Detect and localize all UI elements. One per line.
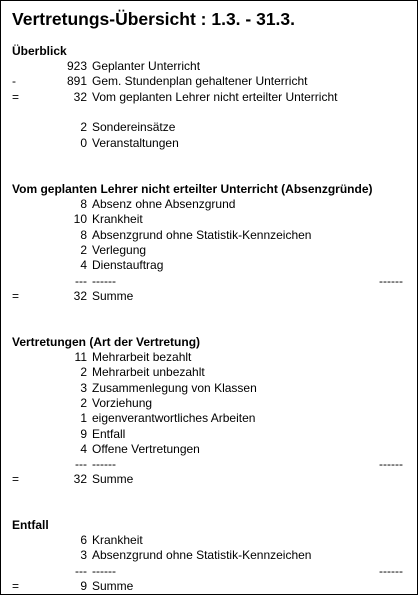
report-row [1, 457, 418, 472]
row-label: Summe [92, 288, 134, 303]
row-count: 2 [80, 395, 87, 410]
section-title: Vom geplanten Lehrer nicht erteilter Unterricht (Absenzgründe) [12, 182, 373, 196]
report-title: Vertretungs-Übersicht : 1.3. - 31.3. [12, 9, 296, 29]
row-label: ------ [92, 457, 116, 472]
row-divider-tail: ------ [379, 563, 403, 578]
row-count: --- [75, 273, 87, 288]
report-row [1, 274, 418, 289]
row-label: Geplanter Unterricht [92, 59, 201, 73]
report-row [1, 59, 418, 74]
row-label: eigenverantwortliches Arbeiten [92, 411, 256, 426]
row-count: 10 [73, 212, 87, 227]
section-title: Vertretungen (Art der Vertretung) [12, 335, 201, 349]
row-label: Summe [92, 578, 134, 593]
report-row [1, 90, 418, 105]
report-row [1, 396, 418, 411]
row-operator: - [12, 74, 16, 89]
report-row [1, 120, 418, 135]
row-count: 8 [80, 197, 87, 211]
row-count: 8 [80, 227, 87, 242]
report-row [1, 74, 418, 89]
row-operator: = [12, 472, 20, 487]
report-row [1, 212, 418, 227]
row-label: Absenz ohne Absenzgrund [92, 197, 236, 211]
row-label: Mehrarbeit unbezahlt [92, 365, 205, 380]
row-label: Krankheit [92, 212, 143, 227]
row-label: Sondereinsätze [92, 120, 176, 135]
row-count: 32 [73, 472, 87, 487]
row-count: 2 [80, 365, 87, 380]
row-count: 32 [73, 288, 87, 303]
report-row [1, 564, 418, 579]
report-row [1, 243, 418, 258]
row-count: 32 [73, 89, 87, 104]
report-row [1, 197, 418, 212]
row-label: Vom geplanten Lehrer nicht erteilter Unterricht [92, 89, 338, 104]
row-label: Entfall [92, 426, 126, 441]
row-label: Offene Vertretungen [92, 441, 200, 456]
report-row [1, 533, 418, 548]
row-label: Verlegung [92, 242, 147, 257]
report-row [1, 350, 418, 365]
row-count: 6 [80, 533, 87, 547]
report-row [1, 289, 418, 304]
row-count: 11 [74, 350, 87, 364]
section-title: Überblick [12, 44, 67, 58]
row-label: Absenzgrund ohne Statistik-Kennzeichen [92, 227, 312, 242]
report-row [1, 548, 418, 563]
report-row [1, 579, 418, 594]
row-count: 4 [80, 258, 87, 273]
row-label: Mehrarbeit bezahlt [92, 350, 192, 364]
row-divider-tail: ------ [379, 457, 403, 472]
row-label: ------ [92, 273, 116, 288]
row-label: Veranstaltungen [92, 135, 179, 150]
row-count: --- [75, 563, 87, 578]
section-title: Entfall [12, 518, 49, 532]
report-row [1, 411, 418, 426]
row-count: 3 [80, 548, 87, 563]
row-label: Gem. Stundenplan gehaltener Unterricht [92, 74, 308, 89]
row-count: 0 [80, 135, 87, 150]
report-row [1, 228, 418, 243]
row-count: --- [75, 457, 87, 472]
row-label: Zusammenlegung von Klassen [92, 380, 257, 395]
row-operator: = [12, 288, 20, 303]
report-row [1, 136, 418, 151]
report-row [1, 365, 418, 380]
report-row [1, 258, 418, 273]
row-operator: = [12, 89, 20, 104]
row-label: Summe [92, 472, 134, 487]
report-row [1, 381, 418, 396]
row-label: Krankheit [92, 533, 143, 547]
row-label: Dienstauftrag [92, 258, 164, 273]
report-row [1, 472, 418, 487]
row-count: 2 [80, 120, 87, 135]
row-count: 2 [80, 242, 87, 257]
row-count: 923 [66, 59, 87, 73]
row-label: Vorziehung [92, 395, 153, 410]
row-count: 4 [80, 441, 87, 456]
row-divider-tail: ------ [379, 273, 403, 288]
report-row [1, 427, 418, 442]
report-row [1, 442, 418, 457]
row-count: 9 [80, 426, 87, 441]
row-count: 1 [80, 411, 87, 426]
row-count: 3 [80, 380, 87, 395]
row-count: 891 [66, 74, 87, 89]
row-operator: = [12, 578, 20, 593]
row-count: 9 [80, 578, 87, 593]
row-label: Absenzgrund ohne Statistik-Kennzeichen [92, 548, 312, 563]
row-label: ------ [92, 563, 116, 578]
